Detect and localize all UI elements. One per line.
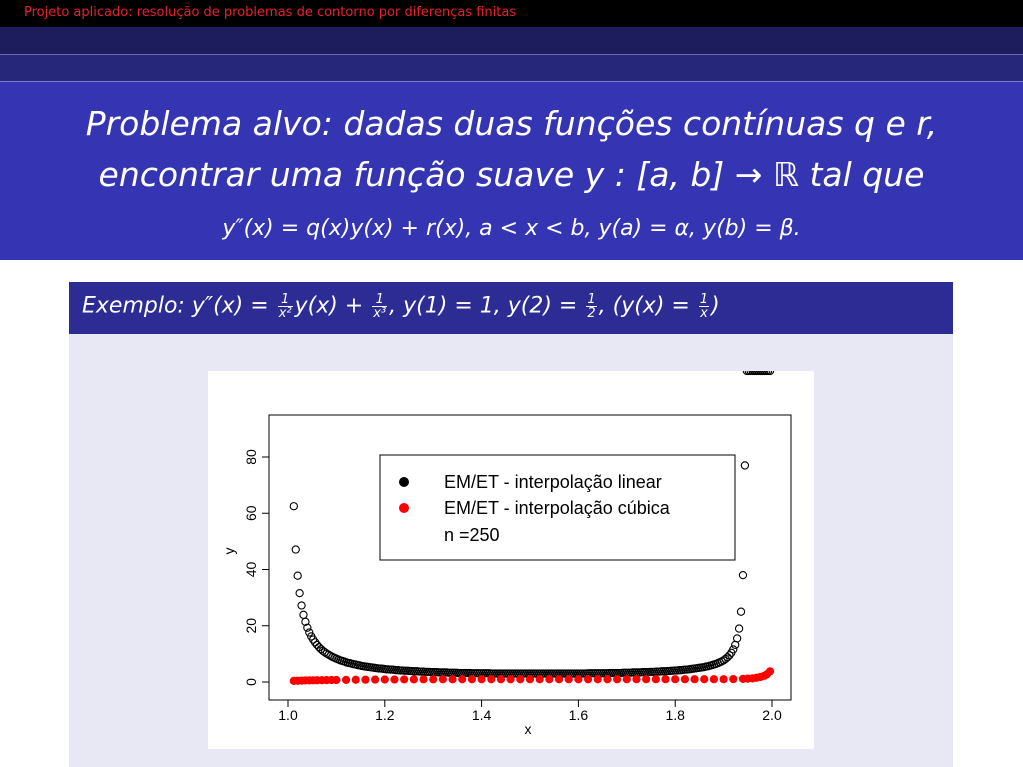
point-cubic [526, 676, 533, 683]
point-cubic [478, 676, 485, 683]
fraction-1-over-x2: $\frac{1}{\text{x²}}$ [278, 292, 292, 321]
point-linear [737, 608, 744, 615]
x-tick-label: 1.6 [568, 707, 589, 723]
exact-solution-prefix: , (y(x) = [598, 293, 690, 319]
point-cubic [430, 676, 437, 683]
legend [380, 455, 735, 560]
scatter-figure [208, 371, 814, 749]
example-mid: y(x) + [294, 293, 364, 319]
x-axis-label: x [524, 721, 532, 737]
point-cubic [536, 676, 543, 683]
x-tick-label: 1.8 [665, 707, 685, 723]
point-cubic [720, 676, 727, 683]
fraction-1-over-x3: $\frac{1}{\text{x³}}$ [373, 292, 387, 321]
point-cubic [766, 668, 773, 675]
example-block [69, 282, 953, 767]
point-cubic [488, 676, 495, 683]
point-cubic [604, 676, 611, 683]
x-tick-label: 1.0 [278, 707, 298, 723]
point-cubic [594, 676, 601, 683]
point-cubic [633, 676, 640, 683]
point-cubic [401, 676, 408, 683]
point-cubic [507, 676, 514, 683]
point-cubic [372, 676, 379, 683]
problem-line-2: encontrar uma função suave y : [a, b] → ℝ tal que [98, 155, 925, 194]
exact-solution-suffix: ) [711, 293, 720, 319]
point-cubic [517, 676, 524, 683]
fraction-1-over-2: $\frac{1}{2}$ [587, 292, 596, 321]
problem-line-1: Problema alvo: dadas duas funções contínuas q e r, [85, 104, 938, 143]
example-label: Exemplo: [82, 293, 185, 319]
y-tick-label: 20 [243, 617, 259, 634]
point-linear [296, 590, 303, 597]
point-cubic [333, 676, 340, 683]
point-cubic [546, 676, 553, 683]
point-linear [734, 635, 741, 642]
y-axis-label: y [221, 547, 237, 555]
point-cubic [730, 675, 737, 682]
problem-equation: y″(x) = q(x)y(x) + r(x), a < x < b, y(a) = α, y(b) = β. [222, 216, 801, 241]
top-bar [0, 0, 1023, 27]
point-cubic [459, 676, 466, 683]
legend-marker-cubic [399, 503, 409, 513]
example-header [69, 282, 953, 334]
scatter-chart [208, 371, 814, 749]
header-band-1 [0, 27, 1023, 55]
point-cubic [468, 676, 475, 683]
point-linear [290, 503, 297, 510]
point-cubic [565, 676, 572, 683]
point-linear [292, 546, 299, 553]
problem-statement [0, 82, 1023, 260]
legend-label-cubic: EM/ET - interpolação cúbica [444, 498, 670, 518]
point-cubic [710, 676, 717, 683]
x-tick-label: 1.4 [471, 707, 492, 723]
point-linear [298, 602, 305, 609]
y-tick-label: 80 [243, 449, 259, 465]
legend-marker-linear [399, 477, 409, 487]
point-cubic [352, 676, 359, 683]
point-cubic [420, 676, 427, 683]
point-linear [294, 572, 301, 579]
point-cubic [681, 676, 688, 683]
point-cubic [439, 676, 446, 683]
point-cubic [662, 676, 669, 683]
point-cubic [497, 676, 504, 683]
point-cubic [584, 676, 591, 683]
point-cubic [391, 676, 398, 683]
boundary-conditions: , y(1) = 1, y(2) = [389, 293, 578, 319]
fraction-1-over-x: $\frac{1}{x}$ [699, 292, 709, 321]
x-tick-label: 2.0 [762, 707, 782, 723]
point-cubic [623, 676, 630, 683]
point-cubic [410, 676, 417, 683]
legend-label-linear: EM/ET - interpolação linear [444, 472, 662, 492]
y-tick-label: 40 [243, 561, 259, 578]
x-axis [278, 700, 782, 723]
point-cubic [381, 676, 388, 683]
breadcrumb[interactable]: Projeto aplicado: resolução de problemas de contorno por diferenças finitas [24, 5, 517, 20]
y-tick-label: 0 [243, 678, 259, 686]
header-band-2 [0, 55, 1023, 82]
point-cubic [575, 676, 582, 683]
point-cubic [672, 676, 679, 683]
point-linear [739, 572, 746, 579]
point-cubic [691, 676, 698, 683]
example-lhs: y″(x) = [191, 293, 269, 319]
point-cubic [555, 676, 562, 683]
y-axis [243, 449, 269, 686]
example-equation [82, 293, 720, 320]
point-linear [735, 625, 742, 632]
point-linear [741, 462, 748, 469]
point-cubic [342, 676, 349, 683]
point-cubic [362, 676, 369, 683]
point-cubic [449, 676, 456, 683]
point-cubic [643, 676, 650, 683]
x-tick-label: 1.2 [375, 707, 395, 723]
point-cubic [614, 676, 621, 683]
point-linear [300, 611, 307, 618]
y-tick-label: 60 [243, 505, 259, 522]
legend-note: n =250 [444, 525, 500, 545]
point-cubic [701, 676, 708, 683]
point-cubic [652, 676, 659, 683]
